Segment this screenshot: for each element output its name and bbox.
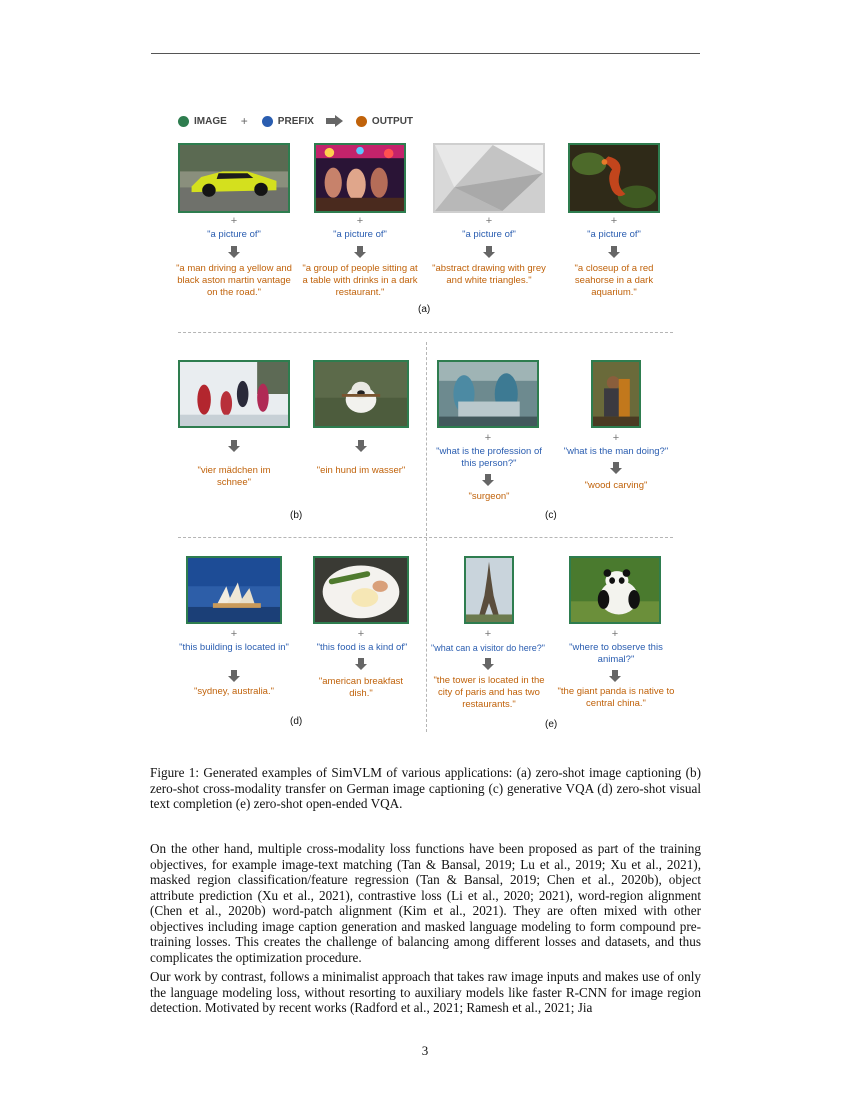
body-paragraph: Our work by contrast, follows a minimalist approach that takes raw image inputs and makes use of only the language modeling loss, without resorting to auxiliary models like faster R-CNN for image region detection. Motivated by recent works (Radford et al., 2021; Ramesh et al., 2021; Jia	[150, 969, 701, 1015]
subfigure-label-b: (b)	[290, 510, 303, 521]
down-arrow-icon	[354, 246, 366, 258]
subfigure-label-c: (c)	[545, 510, 557, 521]
prefix-text: "a picture of"	[462, 229, 516, 240]
output-text: "a man driving a yellow and black aston martin vantage on the road."	[176, 263, 292, 298]
output-text: "a closeup of a red seahorse in a dark aquarium."	[574, 263, 654, 298]
image-dog-in-water	[313, 360, 409, 428]
image-sydney-opera-house	[186, 556, 282, 624]
down-arrow-icon	[482, 658, 494, 670]
down-arrow-icon	[355, 440, 367, 452]
divider-horizontal	[178, 537, 673, 538]
output-text: "the tower is located in the city of paris and has two restaurants."	[433, 675, 545, 710]
legend-prefix	[262, 116, 314, 127]
down-arrow-icon	[228, 246, 240, 258]
down-arrow-icon	[228, 670, 240, 682]
plus-icon: +	[357, 628, 365, 640]
plus-icon: +	[484, 628, 492, 640]
output-text: "the giant panda is native to central china."	[557, 686, 675, 709]
output-text: "surgeon"	[468, 491, 510, 502]
legend-plus: +	[240, 114, 248, 128]
image-restaurant-people	[314, 143, 406, 213]
subfigure-label-d: (d)	[290, 716, 303, 727]
plus-icon: +	[611, 628, 619, 640]
plus-icon: +	[230, 215, 238, 227]
down-arrow-icon	[355, 658, 367, 670]
image-dot-icon	[178, 116, 189, 127]
legend-output	[356, 116, 413, 127]
output-text: "sydney, australia."	[194, 686, 274, 697]
prefix-text: "a picture of"	[587, 229, 641, 240]
plus-icon: +	[230, 628, 238, 640]
down-arrow-icon	[483, 246, 495, 258]
prefix-dot-icon	[262, 116, 273, 127]
down-arrow-icon	[609, 670, 621, 682]
right-arrow-icon	[326, 115, 344, 127]
divider-horizontal	[178, 332, 673, 333]
legend-image	[178, 116, 227, 127]
output-text: "american breakfast dish."	[318, 676, 404, 699]
prefix-text: "what can a visitor do here?"	[431, 643, 545, 653]
prefix-text: "a picture of"	[333, 229, 387, 240]
image-wood-carving	[591, 360, 641, 428]
legend-prefix-label: PREFIX	[277, 115, 314, 127]
plus-icon: +	[612, 432, 620, 444]
prefix-text: "where to observe this animal?"	[569, 642, 663, 665]
prefix-text: "what is the profession of this person?"	[436, 446, 542, 469]
image-yellow-car	[178, 143, 290, 213]
image-giant-panda	[569, 556, 661, 624]
down-arrow-icon	[608, 246, 620, 258]
image-breakfast-plate	[313, 556, 409, 624]
output-dot-icon	[356, 116, 367, 127]
plus-icon: +	[356, 215, 364, 227]
figure-legend	[178, 113, 413, 129]
subfigure-label-e: (e)	[545, 719, 558, 730]
plus-icon: +	[485, 215, 493, 227]
output-text: "wood carving"	[584, 480, 648, 491]
image-surgeons	[437, 360, 539, 428]
plus-icon: +	[484, 432, 492, 444]
body-paragraph: On the other hand, multiple cross-modality loss functions have been proposed as part of the training objectives, for example image-text matching (Tan & Bansal, 2019; Lu et al., 2019; Xu et al., 2021), masked region classification/feature regression (Tan & Bansal, 2019; Chen et al., 2020b), object attribute prediction (Xu et al., 2021), contrastive loss (Li et al., 2020; 2021), word-region alignment (Chen et al., 2020b) word-patch alignment (Kim et al., 2021). They are often mixed with other objectives including image caption generation and masked language modeling to form compound pre-training losses. This creates the challenge of balancing among different losses and datasets, and thus complicates the optimization procedure.	[150, 841, 701, 965]
image-girls-in-snow	[178, 360, 290, 428]
plus-icon: +	[610, 215, 618, 227]
figure-caption: Figure 1: Generated examples of SimVLM of various applications: (a) zero-shot image captioning (b) zero-shot cross-modality transfer on German image captioning (c) generative VQA (d) zero-shot visual text completion (e) zero-shot open-ended VQA.	[150, 765, 701, 811]
image-abstract-triangles	[433, 143, 545, 213]
image-red-seahorse	[568, 143, 660, 213]
down-arrow-icon	[228, 440, 240, 452]
output-text: "ein hund im wasser"	[316, 465, 406, 476]
legend-image-label: IMAGE	[194, 115, 227, 127]
prefix-text: "this food is a kind of"	[316, 642, 408, 653]
image-eiffel-tower	[464, 556, 514, 624]
prefix-text: "this building is located in"	[179, 642, 289, 653]
down-arrow-icon	[482, 474, 494, 486]
subfigure-label-a: (a)	[418, 304, 431, 315]
page-number: 3	[421, 1043, 429, 1058]
output-text: "a group of people sitting at a table with drinks in a dark restaurant."	[302, 263, 418, 298]
prefix-text: "a picture of"	[207, 229, 261, 240]
legend-output-label: OUTPUT	[371, 115, 414, 127]
output-text: "abstract drawing with grey and white triangles."	[432, 263, 546, 286]
down-arrow-icon	[610, 462, 622, 474]
prefix-text: "what is the man doing?"	[563, 446, 669, 457]
output-text: "vier mädchen im schnee"	[197, 465, 271, 488]
